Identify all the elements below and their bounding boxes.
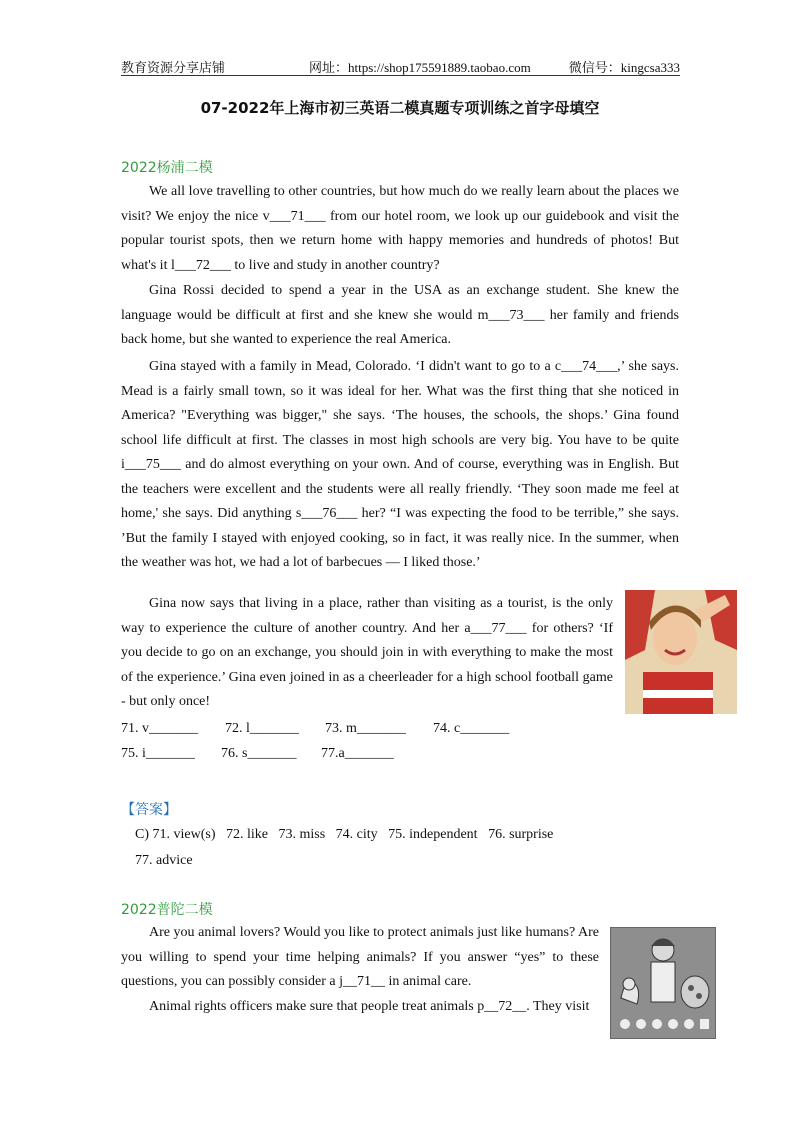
answer-text — [135, 822, 585, 874]
cheerleader-photo — [625, 590, 737, 714]
option-76: 76. s_______ — [221, 746, 297, 761]
paragraph-6: Animal rights officers make sure that people treat animals p__72__. They visit — [149, 999, 590, 1014]
option-73: 73. m_______ — [325, 721, 406, 736]
section-label-putuo: 2022普陀二模 — [121, 902, 213, 918]
paragraph-1: We all love travelling to other countries, but how much do we really learn about the places we visit? We enjoy the nice v___71___ from our hotel room, we look up our guidebook and visit the popular tourist spots, then we return home with happy memories and hundreds of photos! But what's it l___72___ to live and study in another country? — [121, 184, 679, 273]
paragraph-5: Are you animal lovers? Would you like to protect animals just like humans? Are you willing to spend your time helping animals? If you answer “yes” to these questions, you can possibly consider a j__71__ in animal care. — [121, 925, 599, 989]
answer-label: 【答案】 — [121, 802, 177, 818]
header-shop-name: 教育资源分享店铺 — [121, 60, 226, 75]
option-72: 72. l_______ — [225, 721, 299, 736]
page-header — [121, 55, 680, 76]
animal-care-illustration — [610, 927, 716, 1039]
paragraph-2: Gina Rossi decided to spend a year in the USA as an exchange student. She knew the language would be difficult at first and she knew she would m___73___ her family and friends back home, but she wanted to experience the real America. — [121, 283, 679, 347]
options-row-2 — [121, 746, 394, 762]
paragraph-4: Gina now says that living in a place, rather than visiting as a tourist, is the only way to experience the culture of another country. And her a___77___ for others? ‘If you decide to go on an exchange, you should join in with everything to make the most of the experience.’ Gina even joined in as a cheerleader for a high school football game - but only once! — [121, 596, 613, 709]
header-wechat: 微信号：kingcsa333 — [568, 60, 680, 75]
paragraph-3: Gina stayed with a family in Mead, Colorado. ‘I didn't want to go to a c___74___,’ she says. Mead is a fairly small town, so it was ideal for her. What was the first thing that she noticed in America? "Everything was bigger," she says. ‘The houses, the schools, the shops.’ Gina found school life difficult at first. The classes in most high schools are very big. You have to be quite i___75___ and do almost everything on your own. And of course, everything was in English. But the teachers were excellent and the students were all really friendly. ‘They soon made me feel at home,' she says. Did anything s___76___ her? “I was expecting the food to be terrible,” she says. ’But the family I stayed with enjoyed cooking, so in fact, it was really nice. In the summer, when the weather was hot, we had a lot of barbecues — I liked those.’ — [121, 359, 679, 570]
answer-line-2: 77. advice — [135, 853, 193, 868]
section-label-yangpu: 2022杨浦二模 — [121, 160, 213, 176]
option-75: 75. i_______ — [121, 746, 195, 761]
header-url[interactable]: 网址：https://shop175591889.taobao.com — [309, 60, 531, 75]
option-77: 77.a_______ — [321, 746, 394, 761]
options-row-1 — [121, 721, 509, 737]
option-71: 71. v_______ — [121, 721, 198, 736]
document-title: 07-2022年上海市初三英语二模真题专项训练之首字母填空 — [200, 99, 600, 117]
answer-line-1: C) 71. view(s) 72. like 73. miss 74. city 75. independent 76. surprise — [135, 827, 554, 842]
option-74: 74. c_______ — [433, 721, 510, 736]
